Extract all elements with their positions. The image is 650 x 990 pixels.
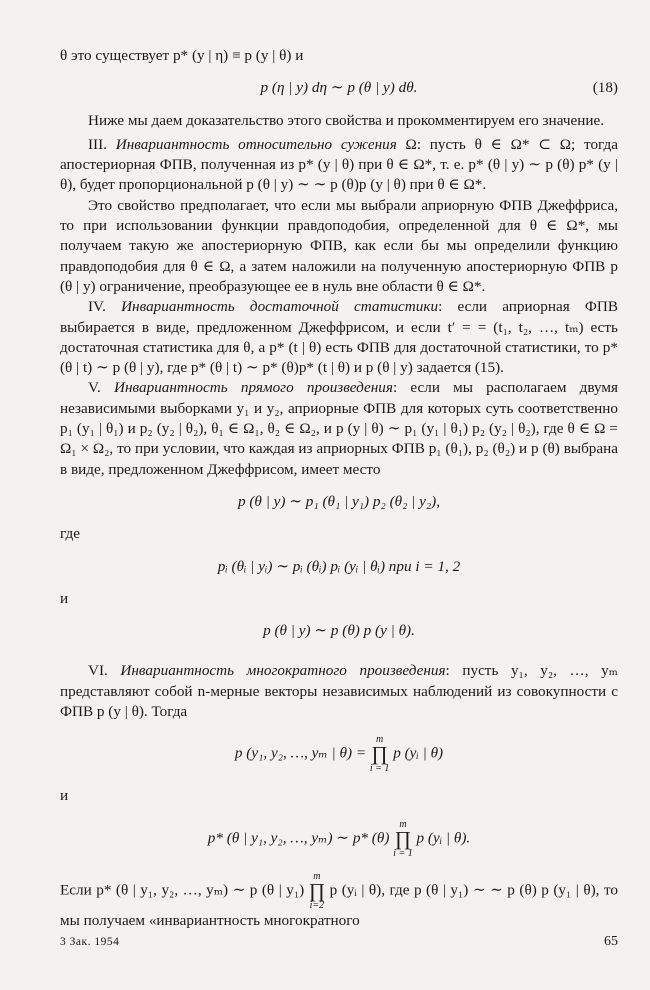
paragraph-multiple-right: p (yᵢ | θ), где p (θ | y₁) ∼ ∼ p (θ) p (y₁ | θ), то мы получаем «инвариантность многократного [60, 881, 618, 929]
property-title-iii: Инвариантность относительно сужения [115, 135, 397, 153]
equation-18-body: p (η | y) dη ∼ p (θ | y) dθ. [260, 79, 418, 97]
product-lower: i = 1 [393, 847, 413, 859]
product-upper: m [399, 818, 407, 830]
equation-d-left: p (y₁, y₂, …, yₘ | θ) = [234, 744, 367, 762]
product-symbol: ∏ [308, 879, 326, 902]
page-footer [60, 932, 618, 952]
equation-d-right: p (yᵢ | θ) [393, 744, 444, 762]
paragraph-multiple-product [60, 871, 618, 931]
roman-numeral-v: V. [88, 379, 101, 397]
page-text [60, 46, 618, 931]
product-lower: i = 1 [369, 763, 390, 775]
paragraph-property-vi [60, 661, 618, 722]
property-title-vi: Инвариантность многократного произведения [120, 662, 446, 680]
roman-numeral-iv: IV. [88, 298, 106, 316]
equation-e-left: p* (θ | y₁, y₂, …, yₘ) ∼ p* (θ) [207, 829, 390, 847]
paragraph-property-iv [60, 297, 618, 378]
word-gde: где [60, 525, 80, 543]
word-i-1: и [60, 589, 69, 607]
property-body-v: : если мы располагаем двумя независимыми выборками y₁ и y₂, априорные ФПВ для которых суть соответственно p₁ (y₁ | θ₁) и p₂ (y₂ | θ₂), θ₁ ∈ Ω₁, θ₂ ∈ Ω₂, и p (y | θ) ∼ p₁ (y₁ | θ₁) p₂ (y₂ | θ₂), где θ ∈ Ω = Ω₁ × Ω₂, то при условии, что каждая из априорных ФПВ p₁ (θ₁), p₂ (θ₂) и p (θ) выбрана в виде, предложенном Джеффрисом, имеет место [60, 379, 618, 478]
equation-posterior-product [60, 819, 618, 859]
print-order-mark: 3 Зак. 1954 [60, 936, 120, 948]
roman-numeral-vi: VI. [88, 662, 108, 680]
product-upper: m [313, 870, 321, 882]
product-lower: i=2 [309, 899, 325, 911]
paragraph-proof-note: Ниже мы даем доказательство этого свойства и прокомментируем его значение. [88, 111, 604, 129]
equation-number: (18) [592, 79, 618, 97]
product-operator [393, 819, 413, 859]
product-operator [370, 734, 390, 774]
page-number: 65 [604, 934, 618, 949]
roman-numeral-iii: III. [88, 135, 107, 153]
paragraph-multiple-left: Если p* (θ | y₁, y₂, …, yₘ) ∼ p (θ | y₁) [60, 881, 305, 899]
paragraph-jeffreys-note: Это свойство предполагает, что если мы выбрали априорную ФПВ Джеффриса, то при использовании функции правдоподобия, определенной для θ ∈ Ω*, мы получаем такую же апостериорную ФПВ, как если бы мы определили функцию правдоподобия для θ ∈ Ω, а затем наложили на полученную апостериорную ФПВ p (θ | y) ограничение, преобразующее ее в нуль вне области θ ∈ Ω*. [60, 196, 618, 295]
equation-likelihood-product [60, 734, 618, 774]
property-title-v: Инвариантность прямого произведения [114, 379, 393, 397]
property-body-iv: : если априорная ФПВ выбирается в виде, предложенном Джеффрисом, и если t′ = = (t₁, t₂, …, tₘ) есть достаточная статистика для θ, а p* (t | θ) есть ФПВ для достаточной статистики, то p* (θ | t) ∼ p (θ | y), где p* (θ | t) ∼ p* (θ)p* (t | θ) и p (θ | y) задается (15). [60, 298, 618, 377]
property-body-iii: Ω: пусть θ ∈ Ω* ⊂ Ω; тогда апостериорная ФПВ, полученная из p* (y | θ) при θ ∈ Ω*, т. е. p* (θ | y) ∼ p (θ) p* (y | θ), будет пропорциональной p (θ | y) ∼ ∼ p (θ)p (y | θ) при θ ∈ Ω*. [60, 135, 618, 194]
property-body-vi: : пусть y₁, y₂, …, yₘ представляют собой n-мерные векторы независимых наблюдений из совокупности с ФПВ p (y | θ). Тогда [60, 662, 618, 721]
equation-posterior: p (θ | y) ∼ p (θ) p (y | θ). [263, 622, 415, 640]
equation-e-right: p (yᵢ | θ). [416, 829, 471, 847]
paragraph-property-v [60, 378, 618, 479]
product-symbol: ∏ [394, 827, 412, 850]
equation-direct-product: p (θ | y) ∼ p₁ (θ₁ | y₁) p₂ (θ₂ | y₂), [237, 492, 441, 510]
equation-marginal: pᵢ (θᵢ | yᵢ) ∼ pᵢ (θᵢ) pᵢ (yᵢ | θᵢ) при i = 1, 2 [217, 557, 461, 575]
equation-18 [60, 78, 618, 98]
paragraph-property-iii [60, 135, 618, 196]
product-operator [309, 871, 325, 911]
product-upper: m [376, 734, 384, 746]
property-title-iv: Инвариантность достаточной статистики [121, 298, 439, 316]
product-symbol: ∏ [371, 743, 388, 766]
word-i-2: и [60, 787, 69, 805]
line-continuation: θ это существует p* (y | η) ≡ p (y | θ) и [60, 47, 304, 64]
